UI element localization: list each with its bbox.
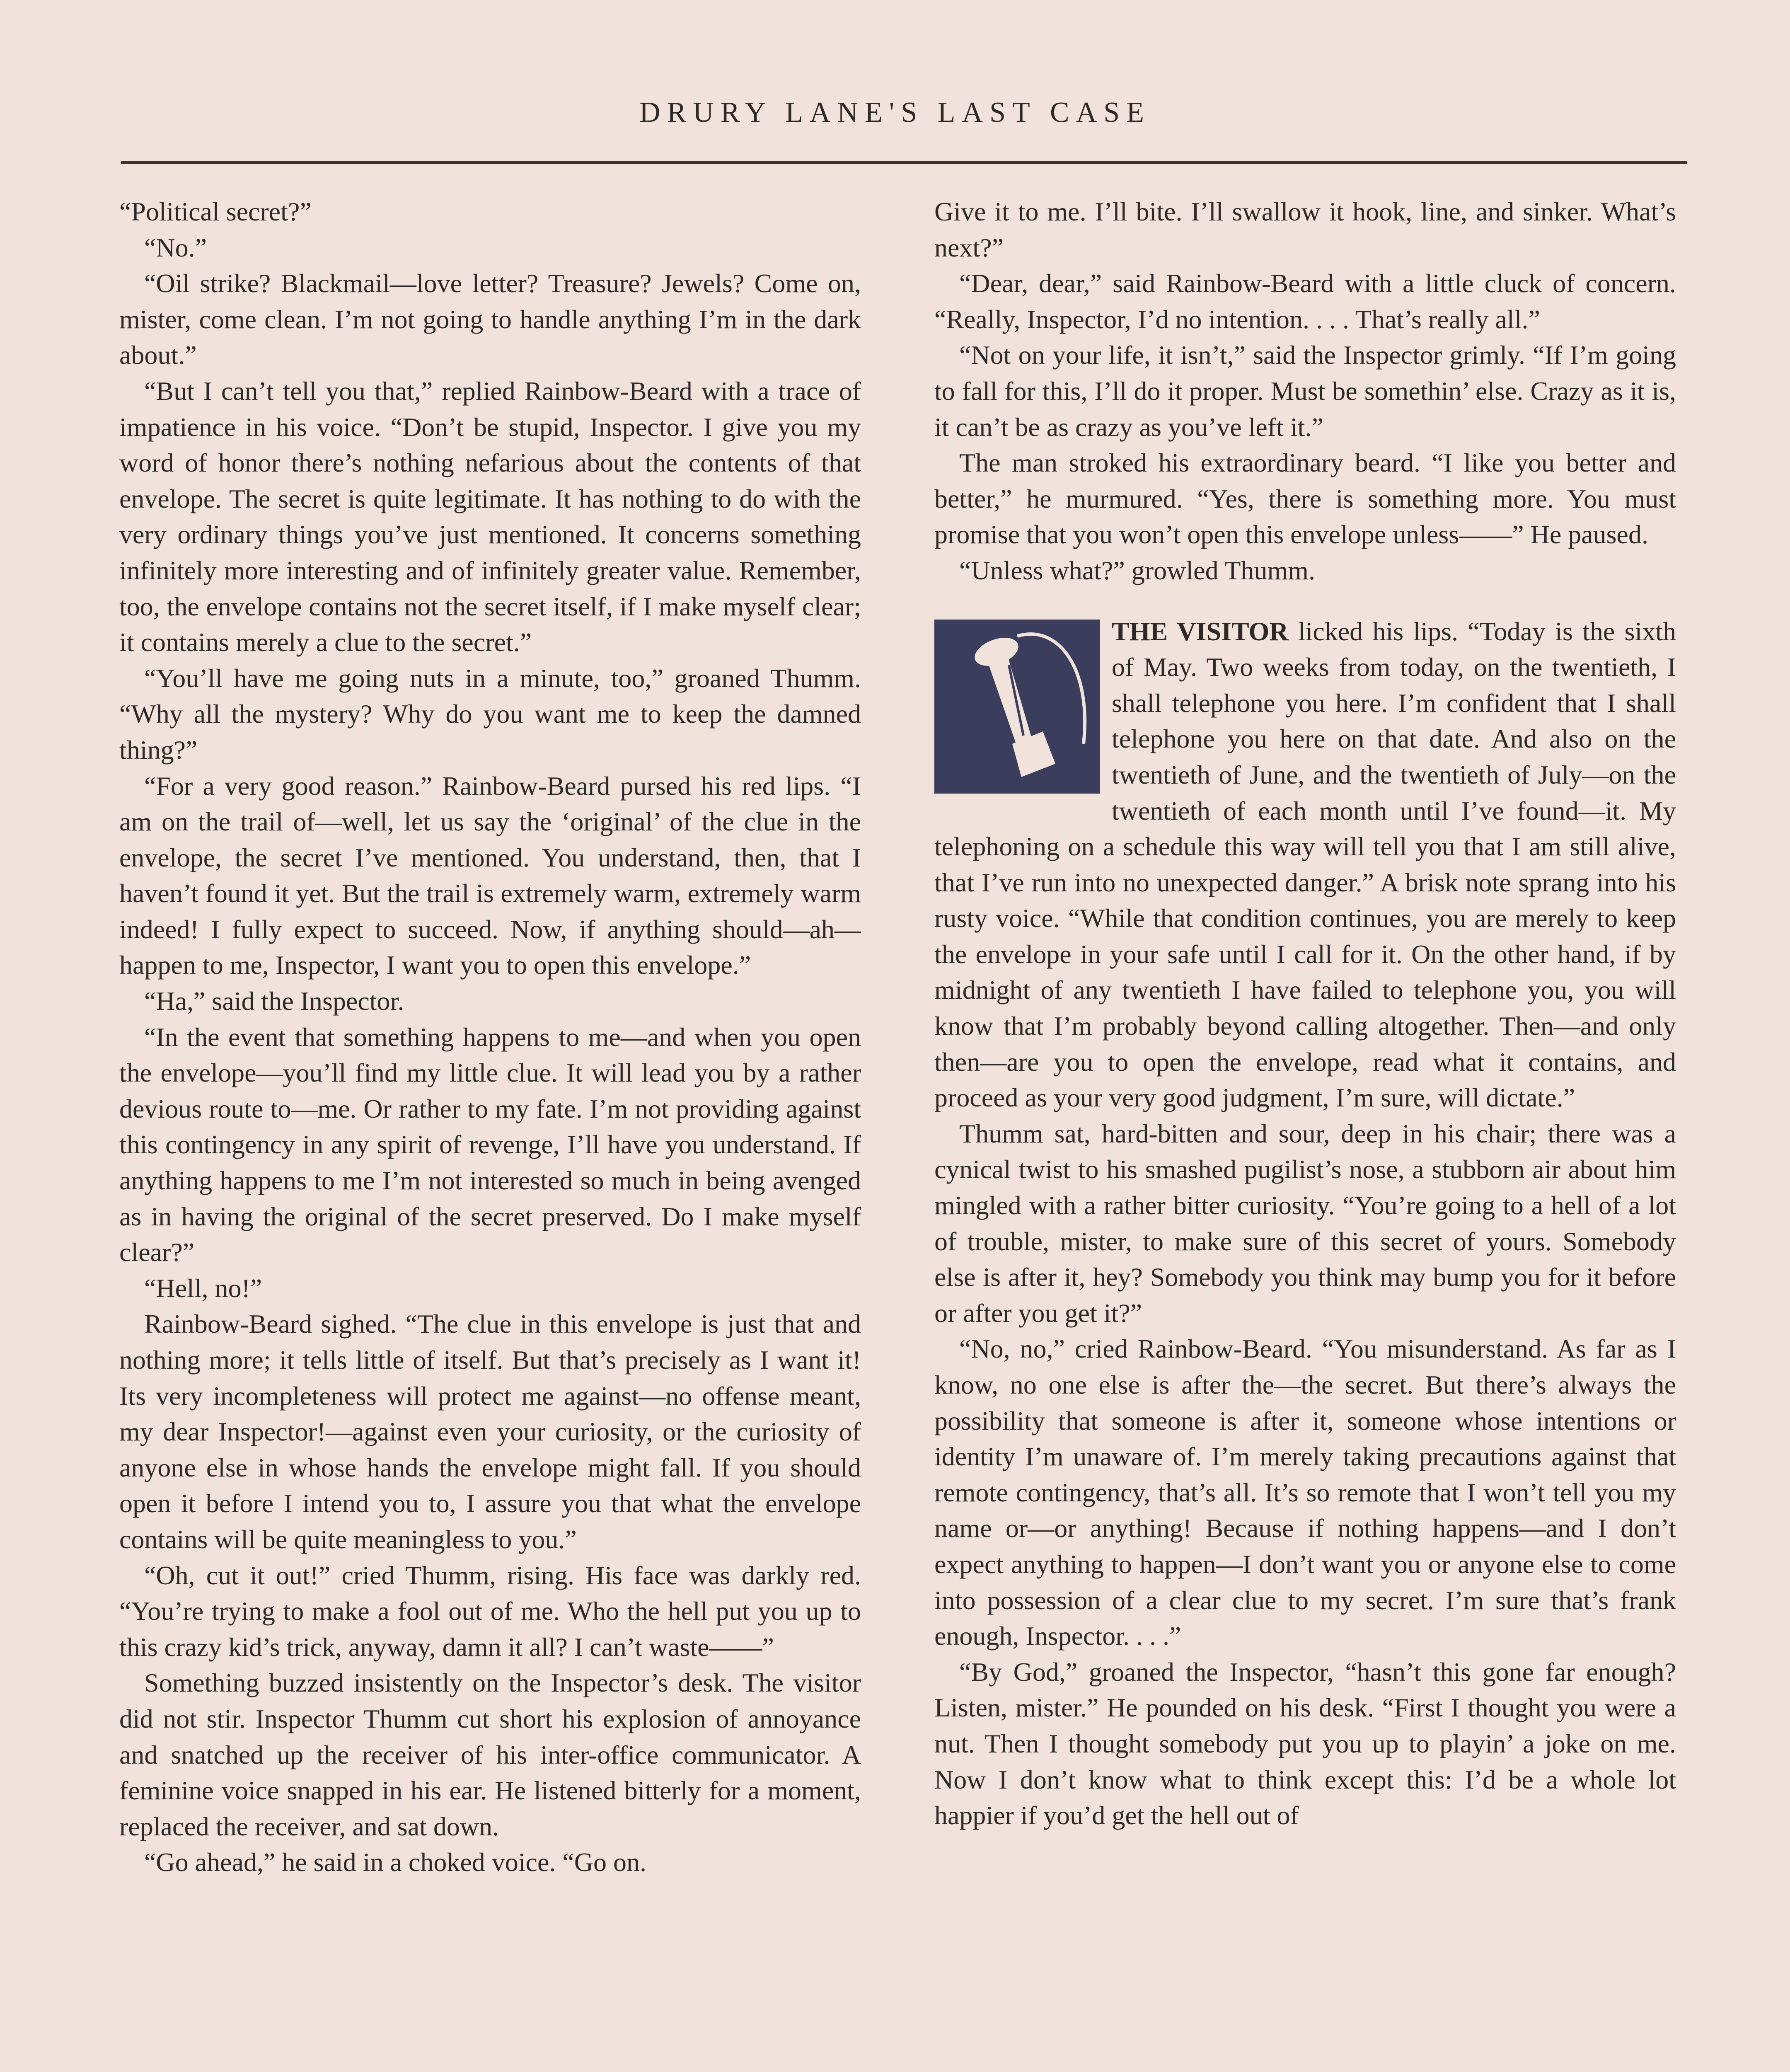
paragraph: “But I can’t tell you that,” replied Rainbow-Beard with a trace of impatience in his voice. “Don’t be stupid, Inspector. I give you my word of honor there’s nothing nefarious about the contents of that envelope. The secret is quite legitimate. It has nothing to do with the very ordinary things you’ve just mentioned. It concerns something infinitely more interesting and of infinitely greater value. Remember, too, the envelope contains not the secret itself, if I make myself clear; it contains merely a clue to the secret.” xyxy=(119,376,861,657)
paragraph: “No.” xyxy=(144,232,207,262)
right-column xyxy=(934,194,1676,2072)
paragraph: The man stroked his extraordinary beard. “I like you better and better,” he murmured. “Yes, there is something more. You must promise that you won’t open this envelope unless——” He paused. xyxy=(934,448,1676,549)
paragraph: “Go ahead,” he said in a choked voice. “Go on. xyxy=(144,1847,646,1877)
paragraph: Something buzzed insistently on the Inspector’s desk. The visitor did not stir. Inspector Thumm cut short his explosion of annoyance and snatched up the receiver of his inter-office communicator. A feminine voice snapped in his ear. He listened bitterly for a moment, replaced the receiver, and sat down. xyxy=(119,1668,861,1841)
paragraph: Thumm sat, hard-bitten and sour, deep in his chair; there was a cynical twist to his smashed pugilist’s nose, a stubborn air about him mingled with a rather bitter curiosity. “You’re going to a hell of a lot of trouble, mister, to make sure of this secret of yours. Somebody else is after it, hey? Somebody you think may bump you for it before or after you get it?” xyxy=(934,1118,1676,1328)
paragraph: “Unless what?” growled Thumm. xyxy=(959,555,1316,585)
section-break-text: licked his lips. “Today is the sixth of May. Two weeks from today, on the twentieth, I shall telephone you here. I’m confident that I shall telephone you here on that date. And also on the twentieth of June, and the twentieth of July—on the twentieth of each month until I’ve found—it. My telephoning on a schedule this way will tell you that I am still alive, that I’ve run into no unexpected danger.” A brisk note sprang into his rusty voice. “While that condition continues, you are merely to keep the envelope in your safe until I call for it. On the other hand, if by midnight of any twentieth I have failed to telephone you, you will know that I’m probably beyond calling altogether. Then—and only then—are you to open the envelope, read what it contains, and proceed as your very good judgment, I’m sure, will dictate.” xyxy=(934,616,1676,1113)
paragraph: “No, no,” cried Rainbow-Beard. “You misunderstand. As far as I know, no one else is after the—the secret. But there’s always the possibility that someone is after it, someone whose intentions or identity I’m unaware of. I’m merely taking precautions against that remote contingency, that’s all. It’s so remote that I won’t tell you my name or—or anything! Because if nothing happens—and I don’t expect anything to happen—I don’t want you or anyone else to come into possession of a clear clue to my secret. I’m sure that’s frank enough, Inspector. . . .” xyxy=(934,1334,1676,1651)
paragraph: “Political secret?” xyxy=(119,197,312,226)
paragraph: “In the event that something happens to me—and when you open the envelope—you’ll find my little clue. It will lead you by a rather devious route to—me. Or rather to my fate. I’m not providing against this contingency in any spirit of revenge, I’ll have you understand. If anything happens to me I’m not interested so much in being avenged as in having the original of the secret preserved. Do I make myself clear?” xyxy=(119,1022,861,1267)
telephone-receiver-icon xyxy=(934,620,1100,794)
running-title: DRURY LANE'S LAST CASE xyxy=(639,97,1151,128)
paragraph: “Oil strike? Blackmail—love letter? Treasure? Jewels? Come on, mister, come clean. I’m not going to handle anything I’m in the dark about.” xyxy=(119,269,861,370)
paragraph: “Dear, dear,” said Rainbow-Beard with a little cluck of concern. “Really, Inspector, I’d no intention. . . . That’s really all.” xyxy=(934,269,1676,334)
paragraph: “You’ll have me going nuts in a minute, too,” groaned Thumm. “Why all the mystery? Why do you want me to keep the damned thing?” xyxy=(119,663,861,765)
paragraph: “Oh, cut it out!” cried Thumm, rising. His face was darkly red. “You’re trying to make a fool out of me. Who the hell put you up to this crazy kid’s trick, anyway, damn it all? I can’t waste——” xyxy=(119,1560,861,1662)
paragraph: “Hell, no!” xyxy=(144,1273,262,1303)
lead-in: THE VISITOR xyxy=(1112,616,1289,646)
paragraph: “Ha,” said the Inspector. xyxy=(144,986,404,1016)
paragraph: “By God,” groaned the Inspector, “hasn’t this gone far enough? Listen, mister.” He pounded on his desk. “First I thought you were a nut. Then I thought somebody put you up to playin’ a joke on me. Now I don’t know what to think except this: I’d be a whole lot happier if you’d get the hell out of xyxy=(934,1657,1676,1830)
paragraph: “For a very good reason.” Rainbow-Beard pursed his red lips. “I am on the trail of—well, let us say the ‘original’ of the clue in the envelope, the secret I’ve mentioned. You understand, then, that I haven’t found it yet. But the trail is extremely warm, extremely warm indeed! I fully expect to succeed. Now, if anything should—ah—happen to me, Inspector, I want you to open this envelope.” xyxy=(119,771,861,980)
paragraph: Give it to me. I’ll bite. I’ll swallow it hook, line, and sinker. What’s next?” xyxy=(934,197,1676,262)
left-column xyxy=(119,194,861,2072)
paragraph: “Not on your life, it isn’t,” said the Inspector grimly. “If I’m going to fall for this, I’ll do it proper. Must be somethin’ else. Crazy as it is, it can’t be as crazy as you’ve left it.” xyxy=(934,340,1676,442)
header-rule xyxy=(121,161,1687,164)
paragraph: Rainbow-Beard sighed. “The clue in this envelope is just that and nothing more; it tells little of itself. But that’s precisely as I want it! Its very incompleteness will protect me against—no offense meant, my dear Inspector!—against even your curiosity, or the curiosity of anyone else in whose hands the envelope might fall. If you should open it before I intend you to, I assure you that what the envelope contains will be quite meaningless to you.” xyxy=(119,1309,861,1554)
section-break-paragraph xyxy=(934,614,1676,1116)
